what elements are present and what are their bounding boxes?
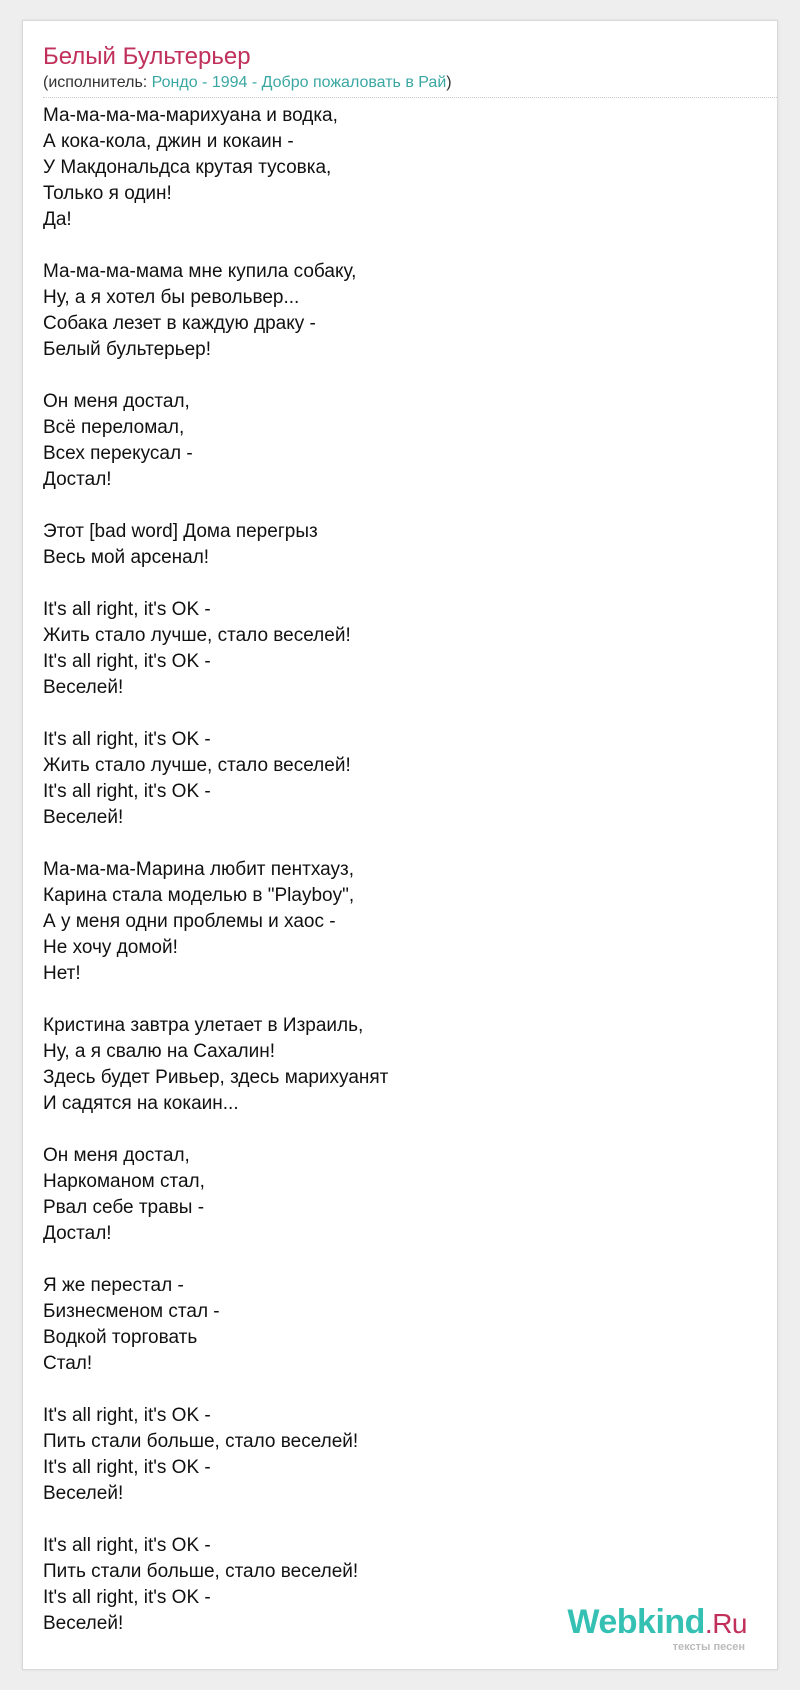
lyrics-line: А кока-кола, джин и кокаин - [43, 131, 294, 152]
lyrics-line: Жить стало лучше, стало веселей! [43, 625, 351, 646]
lyrics-line: У Макдональдса крутая тусовка, [43, 157, 332, 178]
lyrics-stanza [43, 1273, 743, 1377]
song-meta [43, 73, 452, 93]
artist-album-link[interactable]: Рондо - 1994 - Добро пожаловать в Рай [151, 74, 447, 91]
lyrics-line: Ну, а я свалю на Сахалин! [43, 1041, 276, 1062]
lyrics-line: Рвал себе травы - [43, 1197, 205, 1218]
lyrics-stanza [43, 1143, 743, 1247]
lyrics-line: Всё переломал, [43, 417, 185, 438]
logo-suffix-text: .Ru [704, 1608, 747, 1639]
lyrics-line: It's all right, it's OK - [43, 1405, 211, 1426]
lyrics-line: Белый бультерьер! [43, 339, 212, 360]
lyrics-line: Карина стала моделью в "Playboy", [43, 885, 355, 906]
lyrics-line: Ма-ма-ма-Марина любит пентхауз, [43, 859, 354, 880]
lyrics-stanza [43, 1403, 743, 1507]
lyrics-stanza [43, 597, 743, 701]
lyrics-line: Да! [43, 209, 72, 230]
lyrics-line: Жить стало лучше, стало веселей! [43, 755, 351, 776]
lyrics-line: Водкой торговать [43, 1327, 198, 1348]
lyrics-line: It's all right, it's OK - [43, 1457, 211, 1478]
lyrics-line: It's all right, it's OK - [43, 1535, 211, 1556]
lyrics-line: Он меня достал, [43, 1145, 190, 1166]
logo-tagline: тексты песен [672, 1641, 745, 1653]
lyrics-line: It's all right, it's OK - [43, 651, 211, 672]
lyrics-line: Он меня достал, [43, 391, 190, 412]
meta-suffix: ) [446, 74, 452, 91]
lyrics-card [22, 20, 778, 1670]
lyrics-line: Я же перестал - [43, 1275, 184, 1296]
lyrics-line: Здесь будет Ривьер, здесь марихуанят [43, 1067, 389, 1088]
lyrics-line: Веселей! [43, 677, 124, 698]
lyrics-line: Достал! [43, 1223, 112, 1244]
lyrics-line: Стал! [43, 1353, 93, 1374]
lyrics-stanza [43, 1013, 743, 1117]
lyrics-line: Веселей! [43, 1483, 124, 1504]
lyrics-line: Ма-ма-ма-ма-марихуана и водка, [43, 105, 338, 126]
lyrics-line: It's all right, it's OK - [43, 729, 211, 750]
lyrics-stanza [43, 519, 743, 571]
lyrics-line: Пить стали больше, стало веселей! [43, 1561, 359, 1582]
lyrics-line: Кристина завтра улетает в Израиль, [43, 1015, 364, 1036]
lyrics-line: Веселей! [43, 807, 124, 828]
lyrics-line: Достал! [43, 469, 112, 490]
lyrics-stanza [43, 857, 743, 987]
lyrics-line: Ма-ма-ма-мама мне купила собаку, [43, 261, 357, 282]
lyrics-line: Наркоманом стал, [43, 1171, 205, 1192]
lyrics-line: Бизнесменом стал - [43, 1301, 220, 1322]
lyrics-line: И садятся на кокаин... [43, 1093, 239, 1114]
lyrics-line: It's all right, it's OK - [43, 781, 211, 802]
site-logo[interactable] [567, 1605, 747, 1653]
lyrics-line: Этот [bad word] Дома перегрыз [43, 521, 318, 542]
lyrics-line: Собака лезет в каждую драку - [43, 313, 316, 334]
lyrics-line: It's all right, it's OK - [43, 599, 211, 620]
meta-prefix: (исполнитель: [43, 74, 152, 91]
lyrics-stanza [43, 727, 743, 831]
title-divider [43, 97, 777, 98]
lyrics-line: Нет! [43, 963, 81, 984]
lyrics-line: Пить стали больше, стало веселей! [43, 1431, 359, 1452]
lyrics-stanza [43, 389, 743, 493]
lyrics-line: А у меня одни проблемы и хаос - [43, 911, 336, 932]
song-title: Белый Бультерьер [43, 43, 251, 70]
logo-main-text: Webkind [567, 1603, 705, 1641]
lyrics-line: Ну, а я хотел бы револьвер... [43, 287, 300, 308]
lyrics-line: Всех перекусал - [43, 443, 193, 464]
lyrics-line: Только я один! [43, 183, 172, 204]
lyrics-stanza [43, 259, 743, 363]
lyrics-stanza [43, 103, 743, 233]
lyrics-line: Веселей! [43, 1613, 124, 1634]
lyrics-body [43, 103, 743, 1663]
lyrics-line: Не хочу домой! [43, 937, 178, 958]
lyrics-line: It's all right, it's OK - [43, 1587, 211, 1608]
lyrics-line: Весь мой арсенал! [43, 547, 210, 568]
